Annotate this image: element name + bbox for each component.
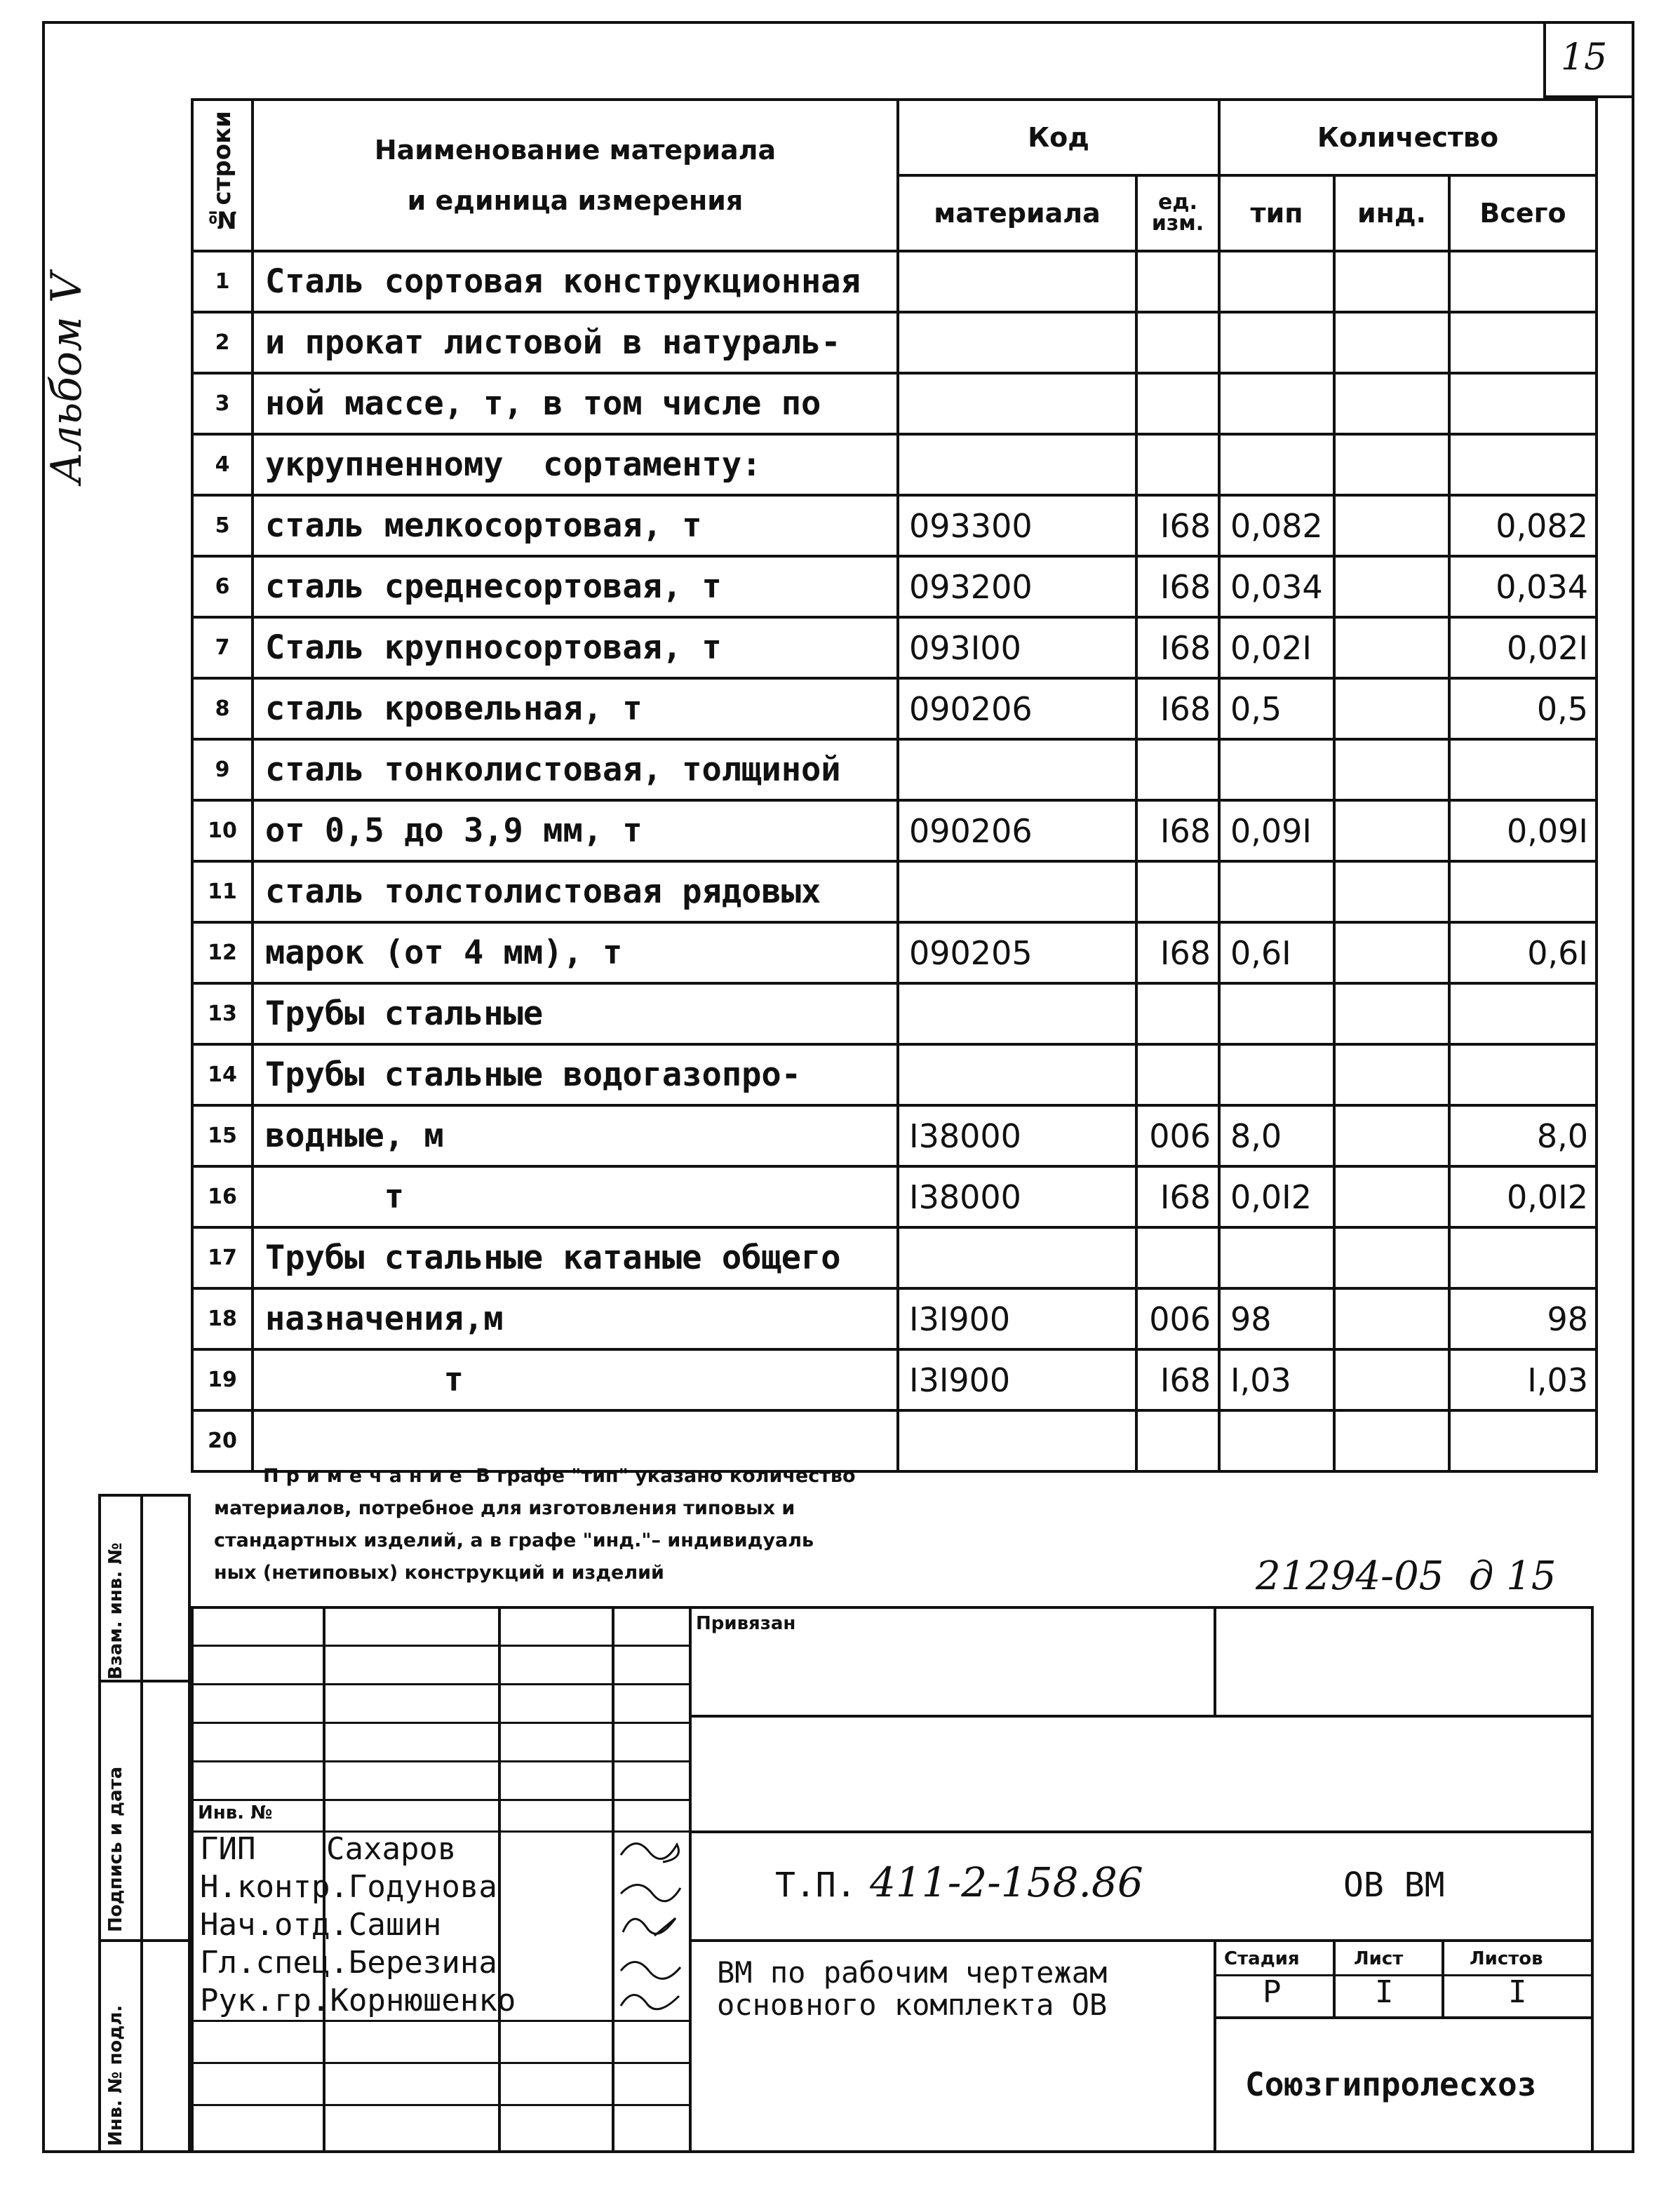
material-code: 090206 <box>898 678 1136 739</box>
quantity-type <box>1219 434 1334 495</box>
material-code <box>898 1227 1136 1288</box>
material-code <box>898 983 1136 1044</box>
project-number: 411-2-158.86 <box>870 1859 1143 1906</box>
material-name: сталь кровельная, т <box>253 678 898 739</box>
quantity-total <box>1449 434 1597 495</box>
quantity-total: 8,0 <box>1449 1105 1597 1166</box>
tb-privyaz-divider <box>1214 1606 1216 1715</box>
side-divider-2 <box>98 1939 191 1942</box>
signer-row <box>200 1830 516 1868</box>
material-code: I3I900 <box>898 1288 1136 1349</box>
signer-role: Рук.гр. <box>200 1983 330 2018</box>
table-row <box>192 1166 1597 1227</box>
material-name: назначения,м <box>253 1288 898 1349</box>
signer-name: Березина <box>348 1945 497 1981</box>
signer-name: Корнюшенко <box>330 1983 516 2018</box>
quantity-type: 0,082 <box>1219 495 1334 556</box>
tb-row-1 <box>191 1645 690 1647</box>
signature-mark <box>623 1918 676 1936</box>
quantity-total: 98 <box>1449 1288 1597 1349</box>
row-number: 3 <box>192 373 253 434</box>
row-number: 8 <box>192 678 253 739</box>
quantity-ind <box>1334 617 1449 678</box>
quantity-total: I,03 <box>1449 1349 1597 1410</box>
header-type: тип <box>1219 175 1334 251</box>
album-label: Альбом V <box>42 272 91 484</box>
header-material: материала <box>898 175 1136 251</box>
quantity-total <box>1449 1044 1597 1105</box>
quantity-type <box>1219 251 1334 312</box>
signer-role: Нач.отд. <box>200 1907 349 1943</box>
unit-code: I68 <box>1136 678 1219 739</box>
table-row <box>192 922 1597 983</box>
privyazan-label: Привязан <box>696 1613 796 1634</box>
quantity-ind <box>1334 1349 1449 1410</box>
quantity-type <box>1219 983 1334 1044</box>
signature-mark <box>621 1995 679 2009</box>
table-row <box>192 373 1597 434</box>
quantity-total: 0,082 <box>1449 495 1597 556</box>
project-prefix: Т.П. <box>775 1866 856 1905</box>
table-row <box>192 495 1597 556</box>
table-row <box>192 983 1597 1044</box>
row-number: 12 <box>192 922 253 983</box>
quantity-ind <box>1334 1410 1449 1471</box>
quantity-ind <box>1334 312 1449 373</box>
quantity-total: 0,09I <box>1449 800 1597 861</box>
table-row <box>192 800 1597 861</box>
material-code: 093300 <box>898 495 1136 556</box>
unit-code: I68 <box>1136 1166 1219 1227</box>
material-code <box>898 373 1136 434</box>
table-row <box>192 1227 1597 1288</box>
material-name: и прокат листовой в натураль- <box>253 312 898 373</box>
material-name: т <box>253 1166 898 1227</box>
material-name: укрупненному сортаменту: <box>253 434 898 495</box>
quantity-type: 98 <box>1219 1288 1334 1349</box>
quantity-total: 0,02I <box>1449 617 1597 678</box>
quantity-total <box>1449 739 1597 800</box>
unit-code <box>1136 861 1219 922</box>
unit-code <box>1136 312 1219 373</box>
signer-row <box>200 1982 516 2020</box>
tb-col-3 <box>612 1606 614 2153</box>
tb-row-4 <box>191 1760 690 1762</box>
quantity-type: 0,5 <box>1219 678 1334 739</box>
side-strip-inner <box>140 1494 143 2153</box>
material-code <box>898 861 1136 922</box>
material-code <box>898 312 1136 373</box>
organization: Союзгипролесхоз <box>1245 2065 1537 2103</box>
quantity-type: I,03 <box>1219 1349 1334 1410</box>
quantity-total <box>1449 251 1597 312</box>
handwritten-ref: 21294-05 д 15 <box>1256 1553 1557 1599</box>
quantity-type: 0,034 <box>1219 556 1334 617</box>
material-code: 093200 <box>898 556 1136 617</box>
quantity-ind <box>1334 251 1449 312</box>
unit-code: 006 <box>1136 1288 1219 1349</box>
quantity-ind <box>1334 495 1449 556</box>
header-quantity: Количество <box>1219 100 1597 175</box>
unit-code: I68 <box>1136 1349 1219 1410</box>
quantity-ind <box>1334 800 1449 861</box>
quantity-ind <box>1334 678 1449 739</box>
material-name: марок (от 4 мм), т <box>253 922 898 983</box>
table-row <box>192 312 1597 373</box>
material-name: Сталь крупносортовая, т <box>253 617 898 678</box>
table-body <box>192 251 1597 1471</box>
signer-role: Гл.спец. <box>200 1945 349 1981</box>
row-number: 4 <box>192 434 253 495</box>
side-label-podpis: Подпись и дата <box>105 1766 126 1932</box>
header-name-line1: Наименование материала <box>374 135 777 166</box>
unit-code <box>1136 1227 1219 1288</box>
row-number: 9 <box>192 739 253 800</box>
quantity-ind <box>1334 373 1449 434</box>
unit-code <box>1136 373 1219 434</box>
table-row <box>192 434 1597 495</box>
row-number: 20 <box>192 1410 253 1471</box>
row-number: 19 <box>192 1349 253 1410</box>
sheets-value: I <box>1508 1974 1527 2010</box>
tb-row-7 <box>191 2020 690 2022</box>
unit-code: I68 <box>1136 922 1219 983</box>
signature-mark <box>621 1962 680 1979</box>
quantity-ind <box>1334 861 1449 922</box>
quantity-total <box>1449 1227 1597 1288</box>
tb-row-5 <box>191 1799 690 1801</box>
stage-label: Стадия <box>1224 1948 1300 1969</box>
material-name: Трубы стальные <box>253 983 898 1044</box>
material-code: 090206 <box>898 800 1136 861</box>
quantity-ind <box>1334 922 1449 983</box>
row-number: 15 <box>192 1105 253 1166</box>
row-number: 2 <box>192 312 253 373</box>
quantity-total: 0,0I2 <box>1449 1166 1597 1227</box>
material-name: Трубы стальные катаные общего <box>253 1227 898 1288</box>
signer-name: Сахаров <box>326 1831 457 1867</box>
row-number: 6 <box>192 556 253 617</box>
quantity-type <box>1219 312 1334 373</box>
sheet-value: I <box>1375 1974 1394 2010</box>
quantity-type: 0,0I2 <box>1219 1166 1334 1227</box>
material-name: сталь среднесортовая, т <box>253 556 898 617</box>
material-name: Сталь сортовая конструкционная <box>253 251 898 312</box>
inv-no-label: Инв. № <box>198 1802 273 1823</box>
quantity-type <box>1219 1044 1334 1105</box>
table-row <box>192 1044 1597 1105</box>
unit-code <box>1136 1044 1219 1105</box>
table-row <box>192 251 1597 312</box>
unit-code <box>1136 983 1219 1044</box>
material-name: сталь мелкосортовая, т <box>253 495 898 556</box>
quantity-total: 0,5 <box>1449 678 1597 739</box>
row-number: 11 <box>192 861 253 922</box>
material-name: Трубы стальные водогазопро- <box>253 1044 898 1105</box>
quantity-ind <box>1334 556 1449 617</box>
unit-code <box>1136 434 1219 495</box>
table-row <box>192 739 1597 800</box>
note-title: Примечание <box>263 1465 469 1487</box>
table-row <box>192 556 1597 617</box>
note-line2: материалов, потребное для изготовления типовых и <box>214 1497 795 1519</box>
sheet-number: 15 <box>1561 36 1608 79</box>
signer-role: ГИП <box>200 1831 256 1867</box>
tb-row-2 <box>191 1683 690 1685</box>
material-code: I38000 <box>898 1105 1136 1166</box>
header-code: Код <box>898 100 1219 175</box>
tb-col-sheet <box>1333 1939 1336 2016</box>
side-label-inv-podl: Инв. № подл. <box>105 2004 126 2146</box>
unit-code: I68 <box>1136 556 1219 617</box>
quantity-type: 8,0 <box>1219 1105 1334 1166</box>
table-row <box>192 617 1597 678</box>
table-row <box>192 1288 1597 1349</box>
signer-row <box>200 1868 516 1906</box>
material-name: сталь тонколистовая, толщиной <box>253 739 898 800</box>
material-code <box>898 251 1136 312</box>
description-line2: основного комплекта ОВ <box>717 1988 1108 2022</box>
material-name: водные, м <box>253 1105 898 1166</box>
stage-value: Р <box>1263 1974 1282 2010</box>
material-code <box>898 434 1136 495</box>
quantity-ind <box>1334 1044 1449 1105</box>
table-row <box>192 861 1597 922</box>
tb-row-desc <box>690 1939 1594 1942</box>
quantity-ind <box>1334 983 1449 1044</box>
quantity-total <box>1449 1410 1597 1471</box>
unit-code: 006 <box>1136 1105 1219 1166</box>
quantity-ind <box>1334 434 1449 495</box>
materials-table <box>191 98 1598 1473</box>
signatures-svg <box>617 1830 694 2020</box>
quantity-total <box>1449 861 1597 922</box>
material-name: сталь толстолистовая рядовых <box>253 861 898 922</box>
material-code <box>898 739 1136 800</box>
row-number: 17 <box>192 1227 253 1288</box>
sheets-label: Листов <box>1470 1948 1543 1969</box>
row-number: 14 <box>192 1044 253 1105</box>
signer-role: Н.контр. <box>200 1869 349 1905</box>
note-line3: стандартных изделий, а в графе "инд."– индивидуаль <box>214 1530 814 1551</box>
row-number: 13 <box>192 983 253 1044</box>
material-code <box>898 1044 1136 1105</box>
signer-row <box>200 1944 516 1982</box>
unit-code: I68 <box>1136 617 1219 678</box>
table-row <box>192 678 1597 739</box>
tb-row-org <box>1214 2016 1594 2019</box>
quantity-total <box>1449 312 1597 373</box>
material-code: I3I900 <box>898 1349 1136 1410</box>
signers <box>200 1830 516 2020</box>
quantity-type: 0,02I <box>1219 617 1334 678</box>
quantity-total: 0,6I <box>1449 922 1597 983</box>
quantity-type <box>1219 739 1334 800</box>
header-ind: инд. <box>1334 175 1449 251</box>
quantity-type: 0,09I <box>1219 800 1334 861</box>
row-number: 5 <box>192 495 253 556</box>
doc-code: ОВ ВМ <box>1343 1866 1445 1905</box>
row-number: 16 <box>192 1166 253 1227</box>
unit-code: I68 <box>1136 495 1219 556</box>
material-code: 090205 <box>898 922 1136 983</box>
side-label-vzam: Взам. инв. № <box>105 1542 126 1680</box>
quantity-type <box>1219 1227 1334 1288</box>
signature-mark <box>621 1885 680 1901</box>
table-row <box>192 1105 1597 1166</box>
tb-col-stage <box>1214 1939 1216 2153</box>
header-row-no <box>192 100 253 251</box>
header-row-no-text: №строки <box>208 111 236 234</box>
quantity-total <box>1449 373 1597 434</box>
unit-code: I68 <box>1136 800 1219 861</box>
tb-row-9 <box>191 2104 690 2106</box>
quantity-ind <box>1334 1288 1449 1349</box>
unit-code <box>1136 251 1219 312</box>
signer-name: Сашин <box>348 1907 442 1943</box>
row-number: 7 <box>192 617 253 678</box>
side-divider-1 <box>98 1680 191 1682</box>
header-name-line2: и единица измерения <box>407 185 744 216</box>
material-name: т <box>253 1349 898 1410</box>
signer-name: Годунова <box>348 1869 497 1905</box>
signer-row <box>200 1906 516 1944</box>
tb-row-privyaz <box>690 1715 1594 1718</box>
header-name <box>253 100 898 251</box>
note-line4: ных (нетиповых) конструкций и изделий <box>214 1562 664 1584</box>
header-total: Всего <box>1449 175 1597 251</box>
quantity-total: 0,034 <box>1449 556 1597 617</box>
tb-row-project <box>690 1830 1594 1833</box>
note <box>214 1460 1196 1589</box>
quantity-total <box>1449 983 1597 1044</box>
quantity-ind <box>1334 739 1449 800</box>
tb-row-3 <box>191 1722 690 1724</box>
quantity-ind <box>1334 1166 1449 1227</box>
tb-col-sheets <box>1442 1939 1444 2016</box>
quantity-ind <box>1334 1105 1449 1166</box>
description <box>717 1957 1107 2021</box>
sheet-label: Лист <box>1354 1948 1404 1969</box>
quantity-ind <box>1334 1227 1449 1288</box>
material-code: 093I00 <box>898 617 1136 678</box>
tb-row-8 <box>191 2062 690 2064</box>
quantity-type: 0,6I <box>1219 922 1334 983</box>
material-name: от 0,5 до 3,9 мм, т <box>253 800 898 861</box>
note-line1: В графе "тип" указано количество <box>476 1465 856 1487</box>
material-code: I38000 <box>898 1166 1136 1227</box>
description-line1: ВМ по рабочим чертежам <box>717 1955 1108 1990</box>
quantity-type <box>1219 1410 1334 1471</box>
unit-code <box>1136 739 1219 800</box>
header-unit: ед. изм. <box>1136 175 1219 251</box>
material-name: ной массе, т, в том числе по <box>253 373 898 434</box>
signature-mark <box>621 1844 679 1862</box>
row-number: 10 <box>192 800 253 861</box>
table-row <box>192 1349 1597 1410</box>
quantity-type <box>1219 861 1334 922</box>
note-line-1 <box>214 1460 1196 1492</box>
row-number: 1 <box>192 251 253 312</box>
quantity-type <box>1219 373 1334 434</box>
row-number: 18 <box>192 1288 253 1349</box>
